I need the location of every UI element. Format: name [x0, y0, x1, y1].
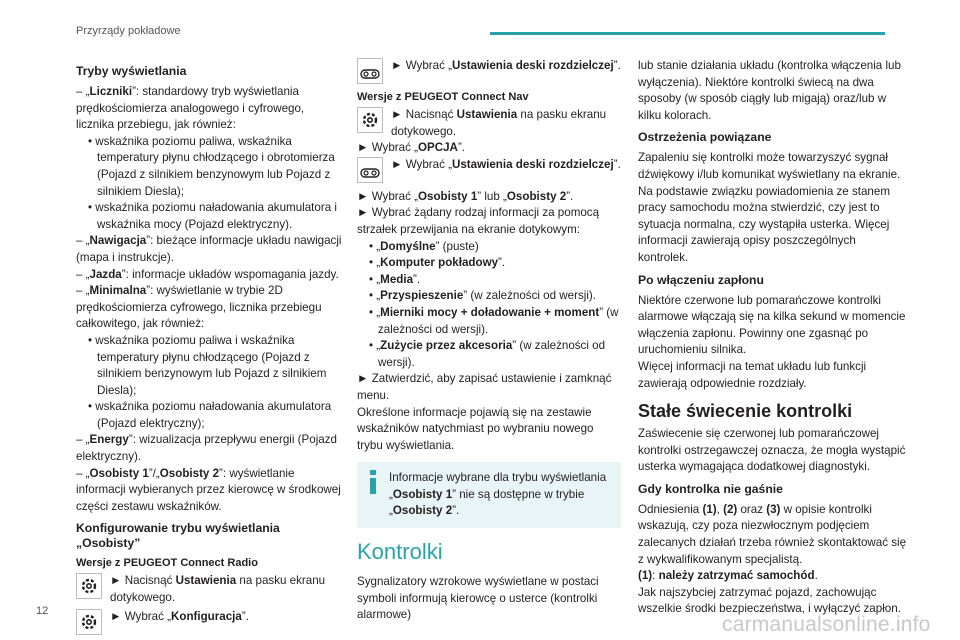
paragraph: Odniesienia (1), (2) oraz (3) w opisie kontrolki wskazują, czy poza niezwłocznym podjęciem zalecanych działań trzeba również skontaktować się z wykwalifikowanym specjalistą.: [638, 502, 907, 566]
info-text: Informacje wybrane dla trybu wyświetlania „Osobisty 1” nie są dostępne w trybie „Osobisty 2”.: [389, 471, 607, 518]
dashboard-settings-icon: [357, 157, 383, 183]
gear-icon: [357, 107, 383, 133]
paragraph: Więcej informacji na temat układu lub funkcji zawierają odpowiednie rozdziały.: [638, 359, 867, 390]
step-text: ► Nacisnąć Ustawienia na pasku ekranu dotykowego.: [391, 108, 607, 138]
paragraph: Jak najszybciej zatrzymać pojazd, zachowując wszelkie środki bezpieczeństwa, i wyłączyć zapłon.: [638, 585, 901, 616]
heading-ignition-on: Po włączeniu zapłonu: [638, 272, 764, 287]
list-item: • wskaźnika poziomu naładowania akumulatora (Pojazd elektryczny);: [88, 400, 332, 430]
step-row: [76, 609, 344, 635]
list-item: • „Zużycie przez akcesoria” (w zależności od wersji).: [369, 339, 606, 369]
mode-navigation: – „Nawigacja”: bieżące informacje układu nawigacji (mapa i instrukcje).: [76, 234, 342, 264]
running-header: Przyrządy pokładowe: [76, 25, 181, 37]
list-item: • wskaźnika poziomu paliwa, wskaźnika temperatury płynu chłodzącego i obrotomierza (Pojazd z silnikiem benzynowym lub Pojazd z silnikiem Diesla);: [88, 134, 335, 198]
step-row: [76, 573, 344, 606]
heading-related-alerts: Ostrzeżenia powiązane: [638, 130, 772, 145]
step-row: [357, 157, 621, 183]
header-accent-bar: [490, 32, 885, 35]
step-text: ► Wybrać żądany rodzaj informacji za pomocą strzałek przewijania na ekranie dotykowym:: [357, 206, 600, 236]
step-row: [357, 58, 621, 84]
watermark: carmanualsonline.info: [722, 613, 931, 636]
step-text: ► Wybrać „OPCJA”.: [357, 141, 466, 155]
paragraph: lub stanie działania układu (kontrolka włączenia lub wyłączenia). Niektóre kontrolki świecą na dwa sposoby (w sposób ciągły lub migają) oraz/lub w kilku kolorach.: [638, 59, 901, 122]
heading-configure-personal: Konfigurowanie trybu wyświetlania „Osobisty”: [76, 521, 280, 551]
paragraph: Określone informacje pojawią się na zestawie wskaźników natychmiast po wybraniu nowego trybu wyświetlania.: [357, 405, 594, 452]
list-item: • „Przyspieszenie” (w zależności od wersji).: [369, 289, 597, 303]
mode-dials: – „Liczniki”: standardowy tryb wyświetlania prędkościomierza analogowego i cyfrowego, licznika przebiegu, jak również:: [76, 85, 305, 132]
gear-icon: [76, 609, 102, 635]
page-number: 12: [36, 605, 49, 617]
heading-light-stays-on: Gdy kontrolka nie gaśnie: [638, 481, 783, 496]
info-icon: [367, 470, 379, 494]
heading-steady-light: Stałe świecenie kontrolki: [638, 401, 853, 422]
step-text: ► Zatwierdzić, aby zapisać ustawienie i zamknąć menu.: [357, 372, 612, 402]
paragraph: Zaświecenie się czerwonej lub pomarańczowej kontrolki ostrzegawczej oznacza, że mogła wystąpić usterka wymagająca dodatkowej diagnostyki.: [638, 427, 906, 474]
step-text: ► Wybrać „Konfiguracja”.: [110, 609, 249, 623]
heading-display-modes: Tryby wyświetlania: [76, 64, 187, 78]
paragraph: Na podstawie związku powiadomienia ze stanem pracy samochodu można stwierdzić, czy jest to sytuacja normalna, czy wystąpiła usterka. Więcej informacji zawierają opisy poszczególnych kontrolek.: [638, 184, 890, 264]
paragraph: (1): należy zatrzymać samochód.: [638, 569, 818, 583]
paragraph: Zapaleniu się kontrolki może towarzyszyć sygnał dźwiękowy i/lub komunikat wyświetlany na ekranie.: [638, 151, 901, 181]
list-item: • „Komputer pokładowy”.: [369, 256, 506, 270]
column-3: [638, 58, 908, 618]
heading-connect-radio: Wersje z PEUGEOT Connect Radio: [76, 557, 258, 570]
section-title-warning-lights: Kontrolki: [357, 539, 443, 565]
mode-minimal: – „Minimalna”: wyświetlanie w trybie 2D prędkościomierza cyfrowego, licznika przebiegu całkowitego, jak również:: [76, 284, 322, 331]
column-1: [76, 58, 344, 635]
dashboard-settings-icon: [357, 58, 383, 84]
step-text: ► Wybrać „Ustawienia deski rozdzielczej”.: [391, 157, 621, 171]
step-text: ► Wybrać „Ustawienia deski rozdzielczej”.: [391, 59, 621, 72]
mode-energy: – „Energy”: wizualizacja przepływu energii (Pojazd elektryczny).: [76, 433, 337, 464]
list-item: • „Domyślne” (puste): [369, 239, 479, 253]
mode-personal: – „Osobisty 1”/„Osobisty 2”: wyświetlanie informacji wybieranych przez kierowcę w środkowej części zestawu wskaźników.: [76, 466, 341, 513]
mode-driving: – „Jazda”: informacje układów wspomagania jazdy.: [76, 267, 339, 281]
step-text: ► Nacisnąć Ustawienia na pasku ekranu dotykowego.: [110, 574, 326, 605]
info-box: [357, 462, 621, 528]
paragraph: Sygnalizatory wzrokowe wyświetlane w postaci symboli informują kierowcę o usterce (kontrolki alarmowe): [357, 575, 599, 622]
step-row: [357, 107, 621, 140]
step-text: ► Wybrać „Osobisty 1” lub „Osobisty 2”.: [357, 189, 574, 203]
paragraph: Niektóre czerwone lub pomarańczowe kontrolki alarmowe włączają się na kilka sekund w momencie włączenia zapłonu. Powinny one zgasnąć po uruchomieniu silnika.: [638, 293, 906, 357]
gear-icon: [76, 573, 102, 599]
heading-connect-nav: Wersje z PEUGEOT Connect Nav: [357, 91, 529, 103]
column-2: [357, 58, 621, 624]
list-item: • „Mierniki mocy + doładowanie + moment” (w zależności od wersji).: [369, 305, 619, 336]
list-item: • wskaźnika poziomu paliwa i wskaźnika temperatury płynu chłodzącego (Pojazd z silnikiem benzynowym lub Pojazd z silnikiem Diesla);: [88, 333, 327, 397]
list-item: • „Media”.: [369, 272, 421, 286]
list-item: • wskaźnika poziomu naładowania akumulatora i wskaźnika mocy (Pojazd elektryczny).: [88, 201, 337, 231]
